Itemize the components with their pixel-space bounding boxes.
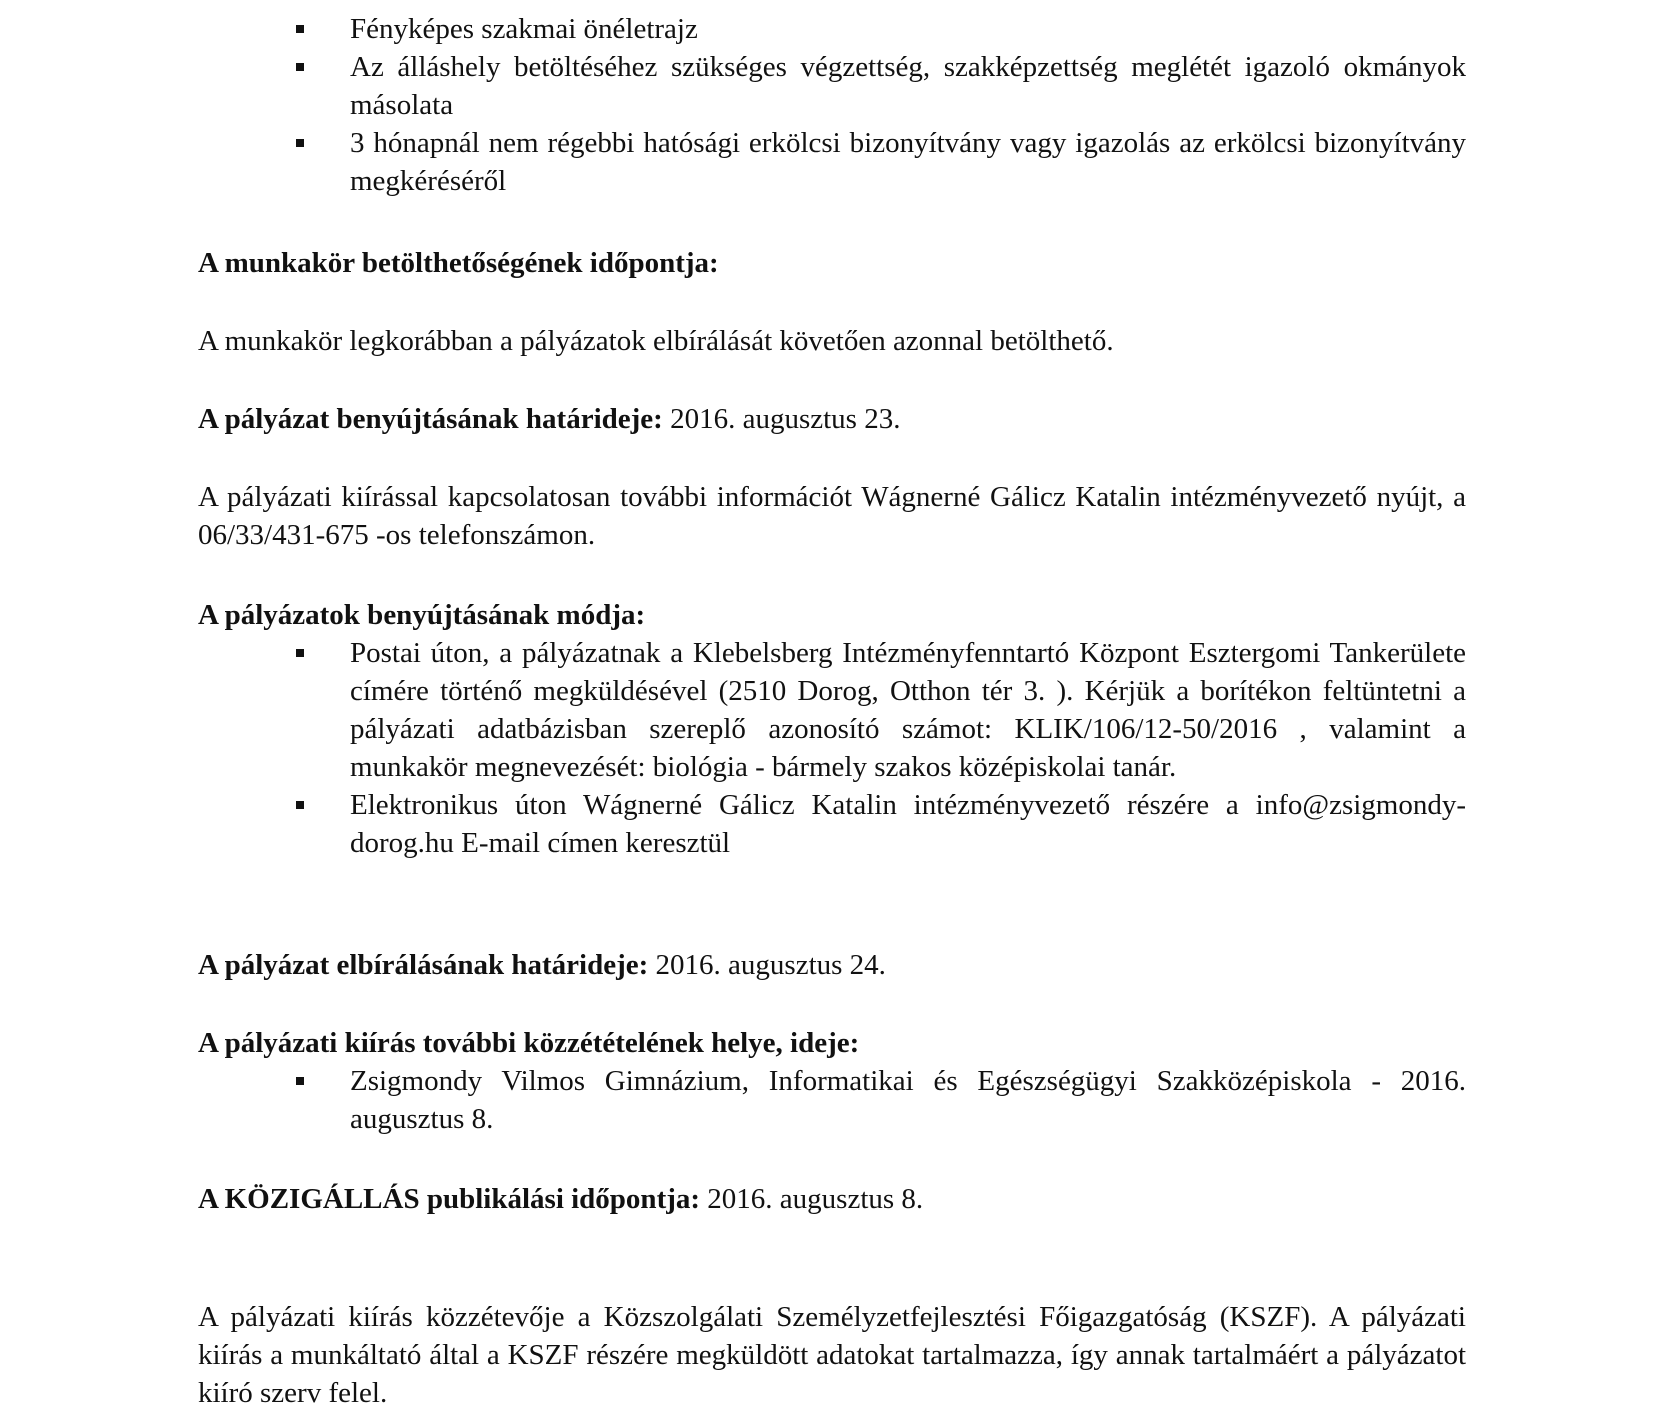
list-item-text: Elektronikus úton Wágnerné Gálicz Katalin intézményvezető részére a info@zsigmondy-dorog.hu E-mail címen keresztül (350, 789, 1466, 859)
list-item-text: Postai úton, a pályázatnak a Klebelsberg Intézményfenntartó Központ Esztergomi Tankerülete címére történő megküldésével (2510 Dorog, Otthon tér 3. ). Kérjük a borítékon feltüntetni a pályázati adatbázisban szereplő azonosító számot: KLIK/106/12-50/2016 , valamint a munkakör megnevezését: biológia - bármely szakos középiskolai tanár. (350, 637, 1466, 783)
square-bullet-icon (296, 1077, 304, 1085)
list-item (296, 1062, 1466, 1138)
submission-deadline-line (198, 400, 1466, 438)
square-bullet-icon (296, 801, 304, 809)
submission-deadline-label: A pályázat benyújtásának határideje: (198, 403, 663, 435)
kozigallas-publication-value: 2016. augusztus 8. (700, 1183, 924, 1215)
submission-deadline-value: 2016. augusztus 23. (662, 403, 901, 435)
list-item-text: 3 hónapnál nem régebbi hatósági erkölcsi bizonyítvány vagy igazolás az erkölcsi bizonyítvány megkéréséről (350, 127, 1466, 197)
submission-method-list (296, 634, 1466, 862)
closing-text: A pályázati kiírás közzétevője a Közszolgálati Személyzetfejlesztési Főigazgatóság (KSZF). A pályázati kiírás a munkáltató által a KSZF részére megküldött adatokat tartalmazza, így annak tartalmáért a pályázatot kiíró szerv felel. (198, 1301, 1466, 1409)
list-item-text: Fényképes szakmai önéletrajz (350, 13, 698, 45)
list-item-text: Zsigmondy Vilmos Gimnázium, Informatikai és Egészségügyi Szakközépiskola - 2016. augusztus 8. (350, 1065, 1466, 1135)
start-date-heading: A munkakör betölthetőségének időpontja: (198, 247, 719, 279)
contact-info-text: A pályázati kiírással kapcsolatosan további információt Wágnerné Gálicz Katalin intézményvezető nyújt, a 06/33/431-675 -os telefonszámon. (198, 481, 1466, 551)
list-item (296, 48, 1466, 124)
kozigallas-publication-label: A KÖZIGÁLLÁS publikálási időpontja: (198, 1183, 701, 1215)
submission-method-heading: A pályázatok benyújtásának módja: (198, 599, 646, 631)
square-bullet-icon (296, 649, 304, 657)
required-documents-list (296, 10, 1466, 200)
publication-places-list (296, 1062, 1466, 1138)
evaluation-deadline-label: A pályázat elbírálásának határideje: (198, 949, 649, 981)
square-bullet-icon (296, 139, 304, 147)
list-item (296, 124, 1466, 200)
evaluation-deadline-line (198, 946, 1466, 984)
publication-places-heading: A pályázati kiírás további közzétételének helye, ideje: (198, 1027, 860, 1059)
start-date-text: A munkakör legkorábban a pályázatok elbírálását követően azonnal betölthető. (198, 325, 1114, 357)
list-item (296, 10, 1466, 48)
list-item-text: Az álláshely betöltéséhez szükséges végzettség, szakképzettség meglétét igazoló okmányok másolata (350, 51, 1466, 121)
list-item (296, 634, 1466, 786)
evaluation-deadline-value: 2016. augusztus 24. (648, 949, 886, 981)
kozigallas-publication-line (198, 1180, 1466, 1218)
list-item (296, 786, 1466, 862)
square-bullet-icon (296, 63, 304, 71)
square-bullet-icon (296, 25, 304, 33)
